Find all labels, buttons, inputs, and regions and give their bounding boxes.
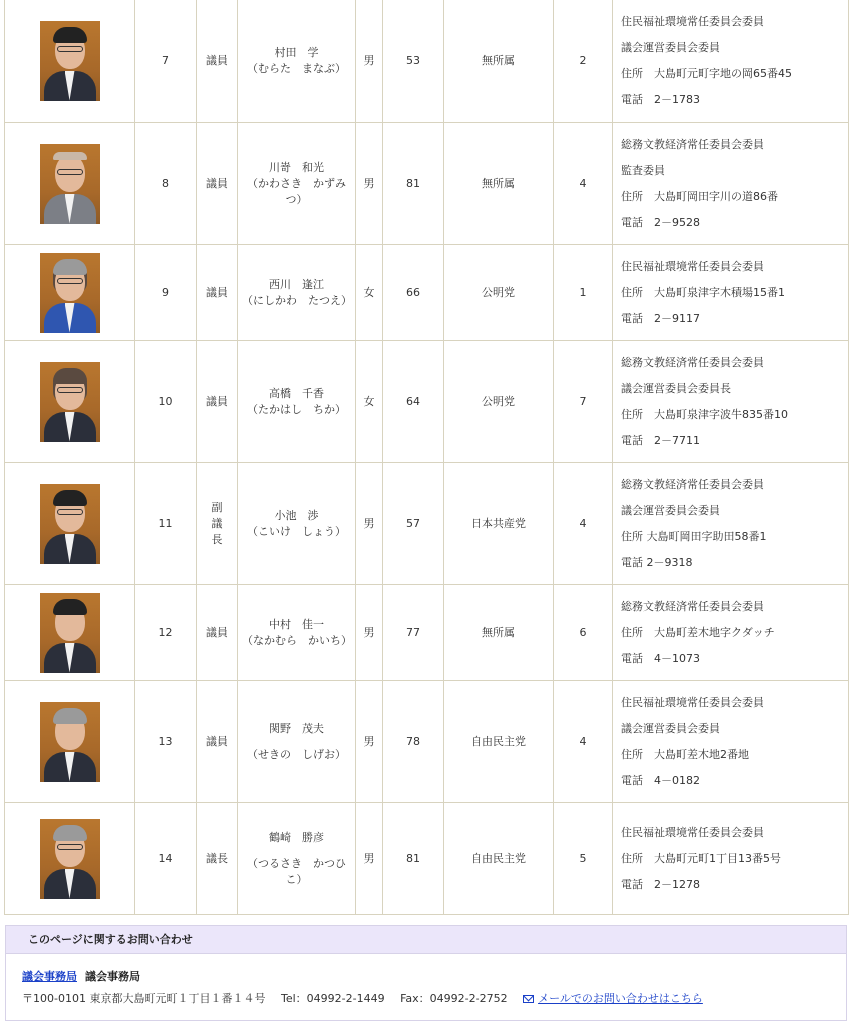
member-party: 無所属 bbox=[444, 123, 554, 245]
member-duty: 総務文教経済常任委員会委員 bbox=[621, 137, 764, 151]
member-contact bbox=[613, 245, 849, 341]
member-sex: 男 bbox=[356, 0, 383, 123]
member-name: 中村 佳一 bbox=[269, 617, 324, 631]
members-table bbox=[4, 0, 849, 915]
member-party: 日本共産党 bbox=[444, 463, 554, 585]
member-kana: （にしかわ たつえ） bbox=[242, 293, 352, 307]
member-duty: 総務文教経済常任委員会委員 bbox=[621, 477, 764, 491]
member-sex: 男 bbox=[356, 803, 383, 915]
photo-cell bbox=[5, 585, 135, 681]
member-phone: 電話 2－7711 bbox=[621, 433, 700, 447]
member-row bbox=[5, 341, 849, 463]
member-name-cell bbox=[238, 123, 356, 245]
office-tel: Tel：04992-2-1449 bbox=[280, 992, 385, 1005]
member-photo bbox=[40, 253, 100, 333]
member-name-cell bbox=[238, 585, 356, 681]
member-phone: 電話 2－1278 bbox=[621, 877, 700, 891]
member-role: 議員 bbox=[197, 341, 238, 463]
member-sex: 男 bbox=[356, 123, 383, 245]
member-term: 5 bbox=[554, 803, 613, 915]
dept-link[interactable]: 議会事務局 bbox=[22, 970, 77, 983]
photo-cell bbox=[5, 341, 135, 463]
member-kana: （むらた まなぶ） bbox=[247, 61, 346, 75]
member-age: 57 bbox=[383, 463, 444, 585]
member-sex: 男 bbox=[356, 681, 383, 803]
member-address: 住所 大島町元町1丁目13番5号 bbox=[621, 851, 781, 865]
member-party: 自由民主党 bbox=[444, 803, 554, 915]
member-duty: 住民福祉環境常任委員会委員 bbox=[621, 14, 764, 28]
member-sex: 男 bbox=[356, 463, 383, 585]
member-number: 7 bbox=[135, 0, 197, 123]
member-phone: 電話 2－9528 bbox=[621, 215, 700, 229]
member-name-cell bbox=[238, 803, 356, 915]
member-address: 住所 大島町泉津字木積場15番1 bbox=[621, 285, 785, 299]
member-row bbox=[5, 585, 849, 681]
member-role: 議員 bbox=[197, 0, 238, 123]
member-sex: 女 bbox=[356, 245, 383, 341]
member-phone: 電話 2－9318 bbox=[621, 555, 693, 569]
photo-cell bbox=[5, 123, 135, 245]
member-row bbox=[5, 0, 849, 123]
member-term: 2 bbox=[554, 0, 613, 123]
member-party: 無所属 bbox=[444, 0, 554, 123]
inquiry-body bbox=[6, 954, 846, 1010]
member-term: 7 bbox=[554, 341, 613, 463]
office-address: 〒100-0101 東京都大島町元町１丁目１番１４号 bbox=[22, 992, 266, 1005]
member-sex: 男 bbox=[356, 585, 383, 681]
member-photo bbox=[40, 144, 100, 224]
member-photo bbox=[40, 21, 100, 101]
member-role: 議長 bbox=[197, 803, 238, 915]
member-photo bbox=[40, 362, 100, 442]
member-address: 住所 大島町岡田字助田58番1 bbox=[621, 529, 767, 543]
member-contact bbox=[613, 0, 849, 123]
member-kana: （たかはし ちか） bbox=[247, 402, 346, 416]
member-phone: 電話 2－9117 bbox=[621, 311, 700, 325]
member-number: 10 bbox=[135, 341, 197, 463]
member-age: 78 bbox=[383, 681, 444, 803]
member-term: 6 bbox=[554, 585, 613, 681]
member-name-cell bbox=[238, 463, 356, 585]
member-number: 13 bbox=[135, 681, 197, 803]
member-address: 住所 大島町差木地字クダッチ bbox=[621, 625, 775, 639]
member-duty: 議会運営委員会委員 bbox=[621, 503, 720, 517]
member-kana: （かわさき かずみつ） bbox=[247, 176, 346, 206]
mail-inquiry-link[interactable]: メールでのお問い合わせはこちら bbox=[538, 992, 703, 1005]
member-contact bbox=[613, 123, 849, 245]
dept-line bbox=[22, 966, 846, 988]
photo-cell bbox=[5, 0, 135, 123]
member-term: 4 bbox=[554, 463, 613, 585]
member-role: 議員 bbox=[197, 681, 238, 803]
member-party: 無所属 bbox=[444, 585, 554, 681]
member-party: 公明党 bbox=[444, 245, 554, 341]
member-name: 関野 茂夫 bbox=[269, 721, 324, 735]
member-address: 住所 大島町岡田字川の道86番 bbox=[621, 189, 778, 203]
office-fax: Fax：04992-2-2752 bbox=[400, 992, 508, 1005]
member-term: 4 bbox=[554, 681, 613, 803]
member-duty: 総務文教経済常任委員会委員 bbox=[621, 355, 764, 369]
member-age: 53 bbox=[383, 0, 444, 123]
dept-name: 議会事務局 bbox=[85, 970, 140, 983]
member-role: 議員 bbox=[197, 123, 238, 245]
member-age: 64 bbox=[383, 341, 444, 463]
member-contact bbox=[613, 803, 849, 915]
member-name: 鶴崎 勝彦 bbox=[269, 830, 324, 844]
member-address: 住所 大島町元町字地の岡65番45 bbox=[621, 66, 792, 80]
member-duty: 監査委員 bbox=[621, 163, 665, 177]
member-photo bbox=[40, 702, 100, 782]
member-age: 81 bbox=[383, 803, 444, 915]
member-number: 14 bbox=[135, 803, 197, 915]
inquiry-box bbox=[5, 925, 847, 1021]
member-row bbox=[5, 123, 849, 245]
member-kana: （なかむら かいち） bbox=[242, 633, 352, 647]
member-contact bbox=[613, 463, 849, 585]
member-row bbox=[5, 803, 849, 915]
member-contact bbox=[613, 341, 849, 463]
member-kana: （せきの しげお） bbox=[247, 747, 346, 761]
member-term: 4 bbox=[554, 123, 613, 245]
member-role: 議員 bbox=[197, 245, 238, 341]
member-phone: 電話 2－1783 bbox=[621, 92, 700, 106]
member-contact bbox=[613, 585, 849, 681]
member-term: 1 bbox=[554, 245, 613, 341]
member-address: 住所 大島町差木地2番地 bbox=[621, 747, 749, 761]
photo-cell bbox=[5, 803, 135, 915]
member-name-cell bbox=[238, 245, 356, 341]
member-role: 議員 bbox=[197, 585, 238, 681]
member-number: 12 bbox=[135, 585, 197, 681]
member-phone: 電話 4－1073 bbox=[621, 651, 700, 665]
member-name-cell bbox=[238, 341, 356, 463]
member-row bbox=[5, 245, 849, 341]
member-age: 77 bbox=[383, 585, 444, 681]
member-number: 11 bbox=[135, 463, 197, 585]
photo-cell bbox=[5, 245, 135, 341]
member-duty: 議会運営委員会委員 bbox=[621, 40, 720, 54]
member-name-cell bbox=[238, 681, 356, 803]
member-duty: 総務文教経済常任委員会委員 bbox=[621, 599, 764, 613]
inquiry-heading: このページに関するお問い合わせ bbox=[6, 926, 846, 954]
photo-cell bbox=[5, 681, 135, 803]
member-phone: 電話 4－0182 bbox=[621, 773, 700, 787]
member-age: 81 bbox=[383, 123, 444, 245]
member-duty: 議会運営委員会委員 bbox=[621, 721, 720, 735]
photo-cell bbox=[5, 463, 135, 585]
contact-line bbox=[22, 988, 846, 1010]
member-name: 村田 学 bbox=[274, 45, 319, 59]
member-row bbox=[5, 463, 849, 585]
mail-icon bbox=[523, 995, 534, 1003]
member-photo bbox=[40, 484, 100, 564]
member-row bbox=[5, 681, 849, 803]
member-party: 自由民主党 bbox=[444, 681, 554, 803]
member-duty: 住民福祉環境常任委員会委員 bbox=[621, 695, 764, 709]
member-name: 西川 逢江 bbox=[269, 277, 324, 291]
member-photo bbox=[40, 819, 100, 899]
member-kana: （こいけ しょう） bbox=[247, 524, 346, 538]
member-name: 高橋 千香 bbox=[269, 386, 324, 400]
member-duty: 住民福祉環境常任委員会委員 bbox=[621, 259, 764, 273]
member-role: 副議長 bbox=[197, 463, 238, 585]
member-kana: （つるさき かつひこ） bbox=[247, 856, 346, 886]
member-number: 9 bbox=[135, 245, 197, 341]
member-party: 公明党 bbox=[444, 341, 554, 463]
member-name: 川嵜 和光 bbox=[269, 160, 324, 174]
member-duty: 議会運営委員会委員長 bbox=[621, 381, 731, 395]
member-sex: 女 bbox=[356, 341, 383, 463]
member-name-cell bbox=[238, 0, 356, 123]
member-contact bbox=[613, 681, 849, 803]
member-address: 住所 大島町泉津字波牛835番10 bbox=[621, 407, 788, 421]
member-number: 8 bbox=[135, 123, 197, 245]
member-duty: 住民福祉環境常任委員会委員 bbox=[621, 825, 764, 839]
member-name: 小池 渉 bbox=[274, 508, 319, 522]
member-photo bbox=[40, 593, 100, 673]
member-age: 66 bbox=[383, 245, 444, 341]
